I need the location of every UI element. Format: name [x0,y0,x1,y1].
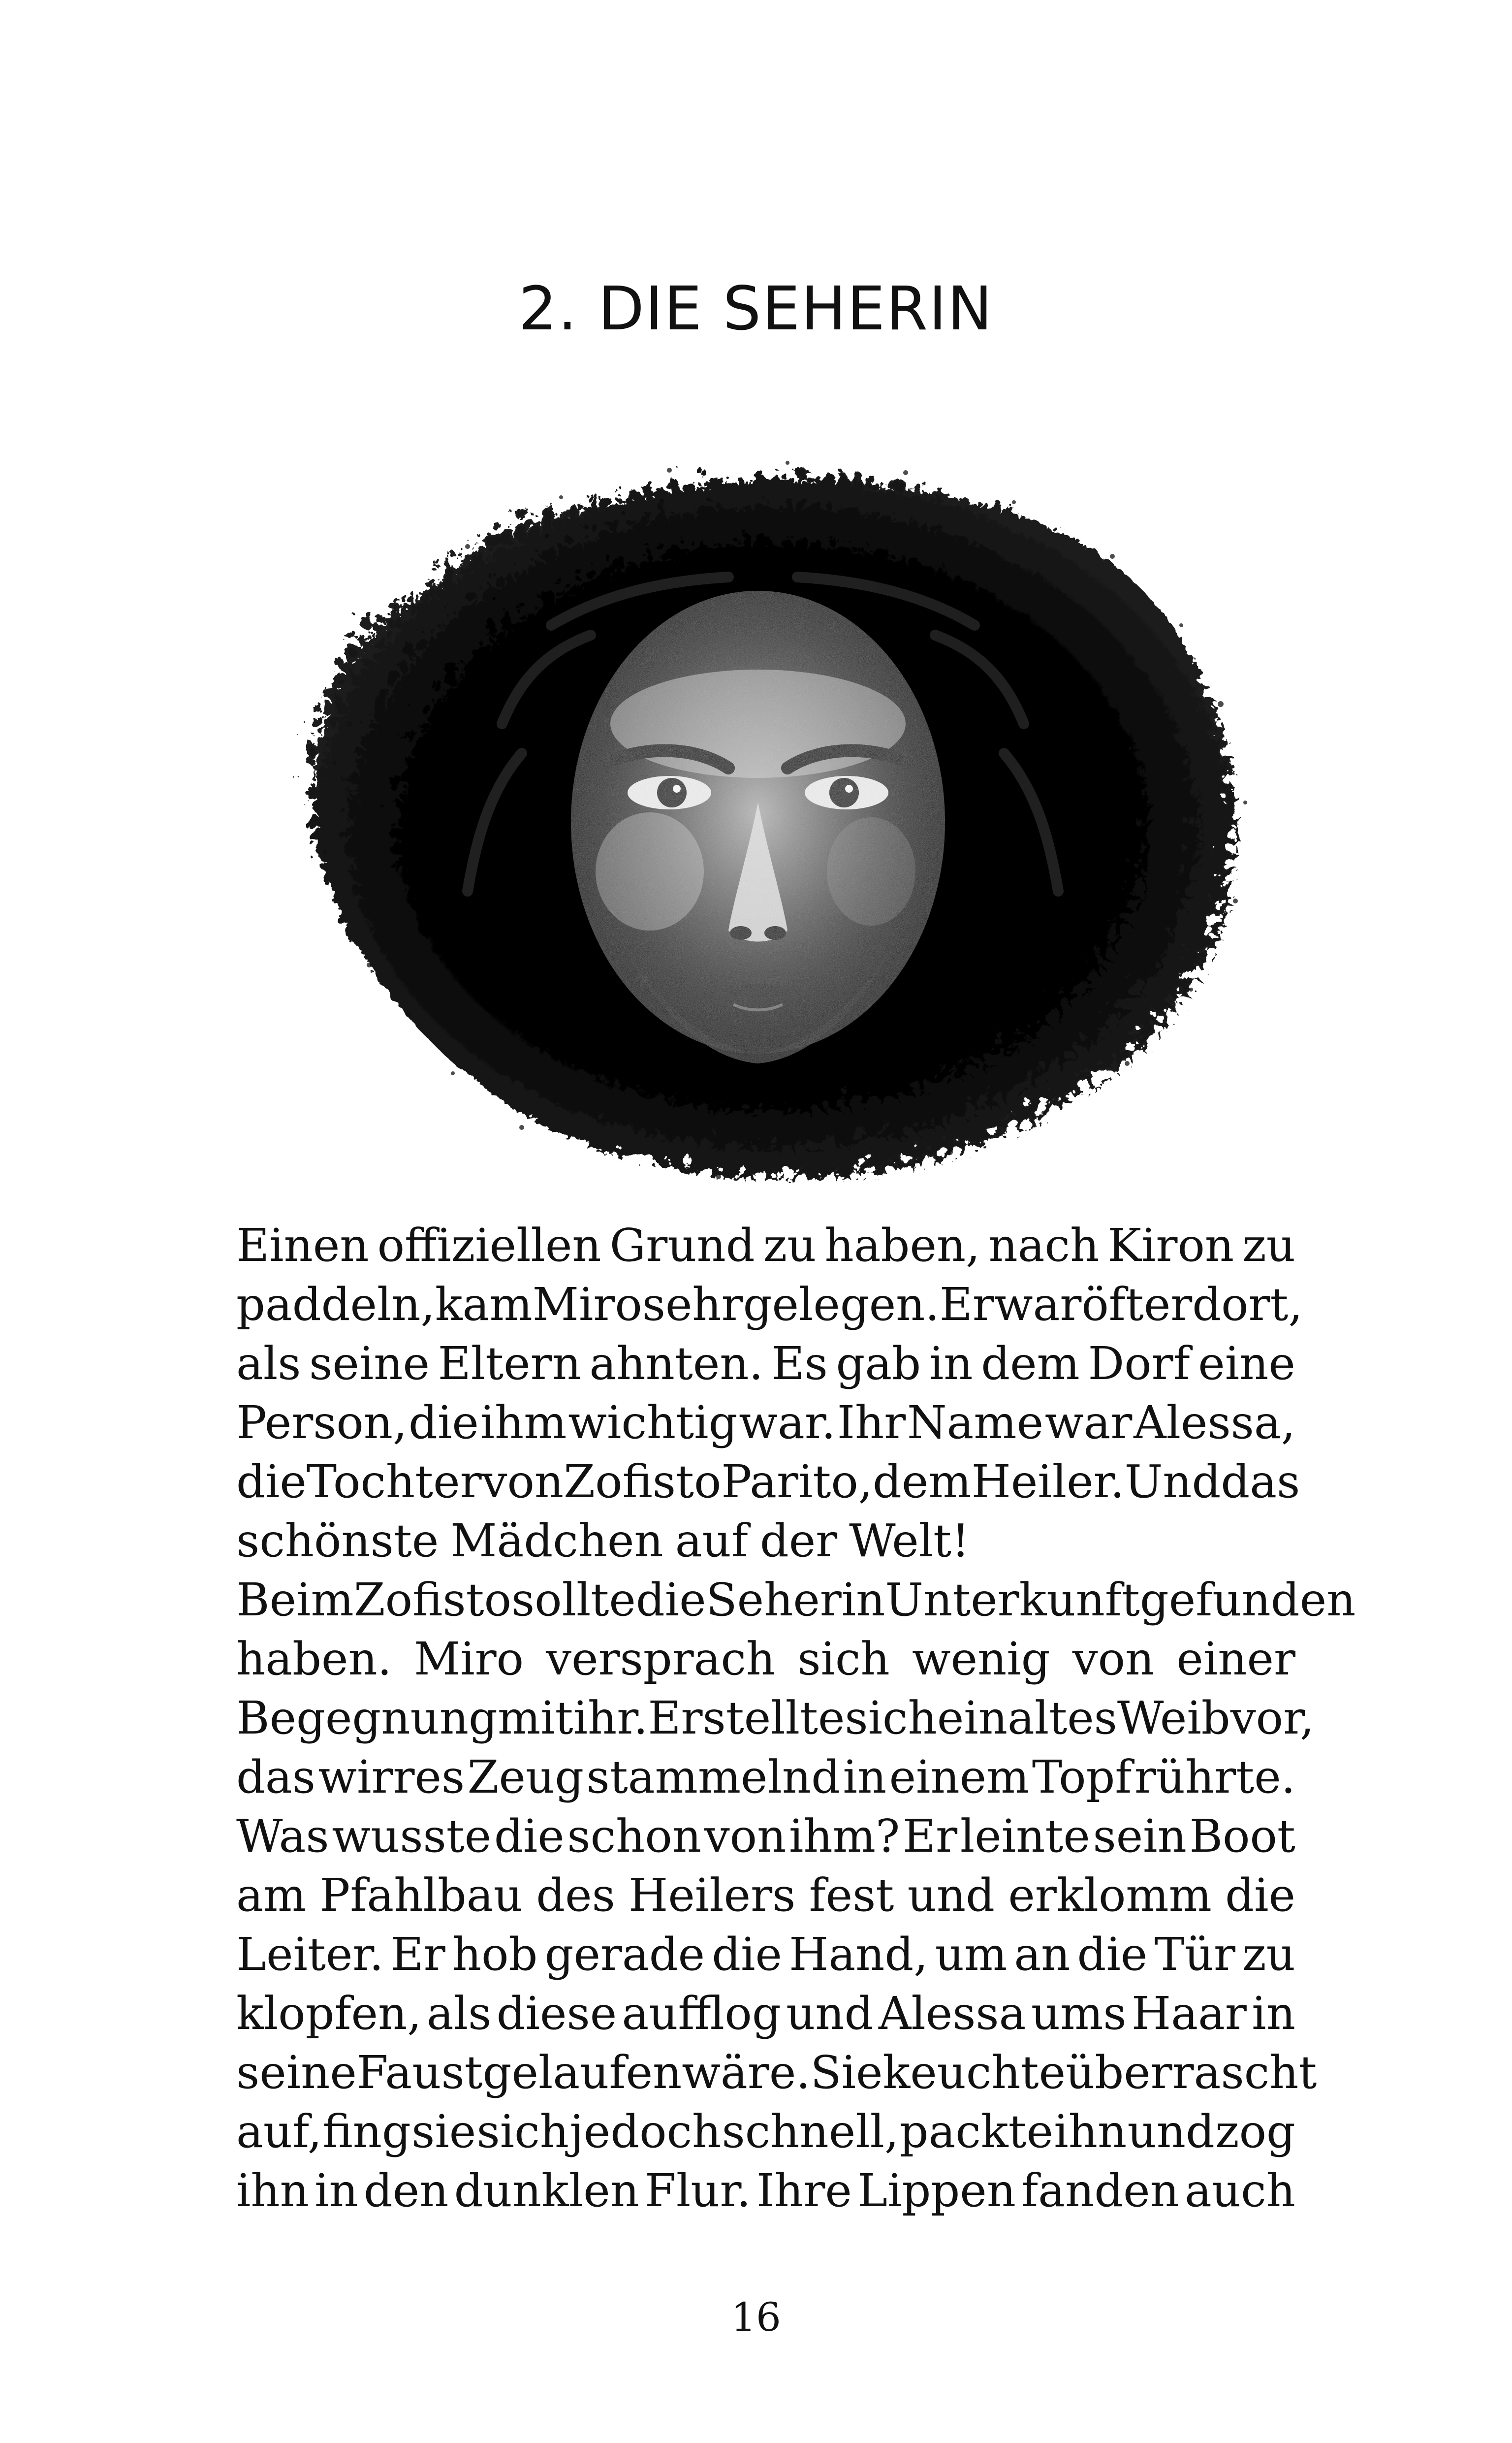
page-number: 16 [731,2294,781,2340]
word: einer [1176,1633,1295,1685]
word: klopfen, [236,1987,422,2040]
word: Was [236,1810,329,1863]
word: offiziellen [377,1219,601,1272]
word: hob [452,1928,538,1981]
word: Weib [1117,1692,1230,1744]
word: um [935,1928,1008,1981]
text-line [236,1807,1295,1866]
chapter-body-text [236,1216,1356,2220]
word: dort, [1192,1278,1303,1331]
word: sich [476,2105,569,2158]
word: Leiter. [236,1928,384,1981]
word: aufflog [622,1987,781,2040]
word: wenig [912,1633,1050,1685]
word: und [1127,2105,1215,2158]
word: stammelnd [586,1751,841,1803]
word: den [363,2164,449,2217]
word: schönste [236,1514,439,1567]
word: ein [937,1692,1008,1744]
word: mit [497,1692,573,1744]
word: einem [889,1751,1030,1803]
word: Haar [1131,1987,1247,2040]
word: sich [845,1692,937,1744]
word: Welt! [849,1514,970,1567]
word: diese [496,1987,617,2040]
word: auch [1185,2164,1295,2217]
word: Miro [532,1278,642,1331]
word: auf [675,1514,748,1567]
word: Person, [236,1396,408,1449]
text-line [236,1216,1295,1275]
word: kam [435,1278,533,1331]
word: Einen [236,1219,369,1272]
word: fanden [1021,2164,1179,2217]
word: fing [322,2105,411,2158]
word: Flur. [645,2164,751,2217]
word: wusste [332,1810,492,1863]
word: seine [309,1337,430,1390]
word: der [759,1514,838,1567]
word: Heilers [629,1869,796,1922]
word: in [843,1751,887,1803]
word: Tür [1154,1928,1236,1981]
word: Tochter [306,1455,482,1508]
word: seine [236,2046,357,2099]
word: die [712,1928,782,1981]
word: an [1014,1928,1071,1981]
word: in [1252,1987,1295,2040]
word: ihr. [573,1692,648,1744]
word: gefunden [1139,1574,1356,1626]
text-line [236,2043,1317,2102]
word: dem [981,1337,1080,1390]
text-line [236,1748,1295,1807]
word: wirres [318,1751,465,1803]
word: des [536,1869,615,1922]
word: Er [902,1810,958,1863]
word: gab [836,1337,921,1390]
word: zu [763,1219,817,1272]
word: Begegnung [236,1692,498,1744]
word: dunklen [454,2164,639,2217]
word: nach [988,1219,1100,1272]
face-in-shadow-illustration [246,448,1270,1191]
text-line [236,1571,1356,1630]
word: die [494,1810,565,1863]
word: altes [1007,1692,1117,1744]
word: gelegen. [743,1278,940,1331]
word: die [1077,1928,1148,1981]
word: Eltern [438,1337,581,1390]
word: Beim [236,1574,354,1626]
word: stellte [702,1692,845,1744]
word: war. [739,1396,836,1449]
word: rührte. [1134,1751,1295,1803]
word: paddeln, [236,1278,435,1331]
word: als [236,1337,301,1390]
word: eine [1198,1337,1295,1390]
word: Kiron [1107,1219,1234,1272]
word: ihn [1054,2105,1127,2158]
text-line [236,2102,1295,2161]
text-line [236,1511,1295,1571]
word: die [236,1455,307,1508]
word: wichtig [568,1396,738,1449]
word: sollte [511,1574,636,1626]
word: haben, [824,1219,980,1272]
word: schnell, [722,2105,899,2158]
word: vor, [1230,1692,1315,1744]
word: in [929,1337,973,1390]
word: dem [873,1455,972,1508]
word: Ihre [756,2164,852,2217]
word: leinte [960,1810,1090,1863]
word: zu [1242,1219,1295,1272]
text-line [236,1393,1295,1452]
word: keuchte [882,2046,1066,2099]
text-line [236,1630,1295,1689]
word: Er [390,1928,445,1981]
text-line [236,1925,1295,1984]
word: Boot [1189,1810,1295,1863]
word: gelaufen [482,2046,682,2099]
word: Unterkunft [885,1574,1140,1626]
word: Hand, [789,1928,928,1981]
word: in [315,2164,358,2217]
chapter-title: 2. DIE SEHERIN [518,274,994,344]
text-line [236,1334,1295,1393]
word: die [409,1396,479,1449]
word: Sie [810,2046,883,2099]
word: und [786,1987,874,2040]
word: Miro [414,1633,524,1685]
text-line [236,1866,1295,1925]
word: überrascht [1066,2046,1317,2099]
word: Grund [609,1219,755,1272]
word: Heiler. [971,1455,1125,1508]
word: packte [899,2105,1053,2158]
word: auf, [236,2105,322,2158]
word: schon [567,1810,701,1863]
word: wäre. [682,2046,811,2099]
word: erklomm [1008,1869,1212,1922]
word: als [426,1987,492,2040]
word: das [1221,1455,1300,1508]
word: versprach [546,1633,776,1685]
text-line [236,1452,1300,1511]
word: von [1072,1633,1155,1685]
word: Name [907,1396,1044,1449]
word: ihm [480,1396,567,1449]
word: Mädchen [450,1514,663,1567]
word: Zofisto [353,1574,511,1626]
word: ihm? [789,1810,900,1863]
word: Dorf [1088,1337,1190,1390]
word: Ihr [837,1396,906,1449]
text-line [236,1275,1303,1334]
word: ihn [236,2164,309,2217]
word: Topf [1032,1751,1132,1803]
word: Alessa, [1134,1396,1295,1449]
word: Pfahlbau [319,1869,523,1922]
word: Lippen [857,2164,1016,2217]
word: von [704,1810,787,1863]
text-line [236,1984,1295,2043]
word: ahnten. [589,1337,763,1390]
word: haben. [236,1633,392,1685]
text-line [236,1689,1315,1748]
word: Er [648,1692,703,1744]
word: Seherin [706,1574,885,1626]
word: Zofisto [564,1455,722,1508]
word: sich [797,1633,890,1685]
word: Alessa [878,1987,1026,2040]
word: Und [1124,1455,1221,1508]
word: war [994,1278,1082,1331]
word: am [236,1869,307,1922]
word: öfter [1081,1278,1193,1331]
word: von [481,1455,564,1508]
word: fest [809,1869,894,1922]
word: zog [1215,2105,1295,2158]
word: sein [1093,1810,1187,1863]
word: die [1225,1869,1295,1922]
word: sie [411,2105,476,2158]
word: zu [1242,1928,1295,1981]
word: Zeug [467,1751,584,1803]
word: das [236,1751,315,1803]
text-line [236,2161,1295,2220]
word: die [635,1574,706,1626]
word: Parito, [721,1455,873,1508]
word: war [1044,1396,1133,1449]
word: Faust [356,2046,483,2099]
word: ums [1031,1987,1127,2040]
word: und [907,1869,995,1922]
word: jedoch [569,2105,722,2158]
word: Es [771,1337,828,1390]
word: gerade [544,1928,705,1981]
word: sehr [642,1278,743,1331]
word: Er [939,1278,994,1331]
